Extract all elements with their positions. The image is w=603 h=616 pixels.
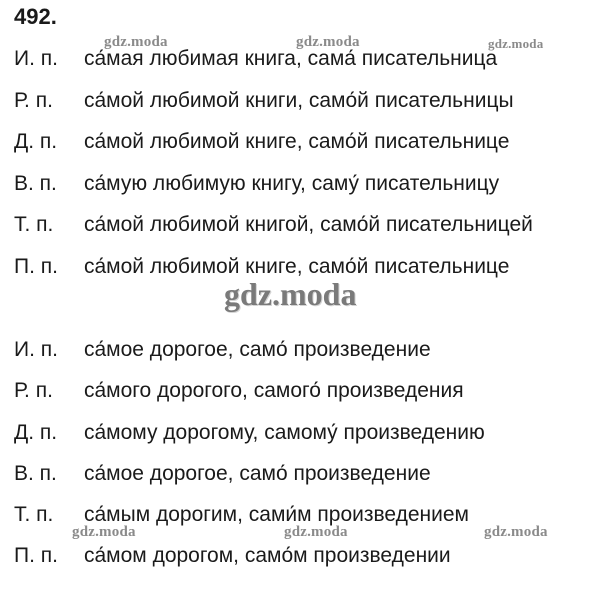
case-label: В. п.	[14, 172, 57, 195]
declension-row	[14, 129, 509, 155]
declension-row	[14, 46, 497, 72]
declension-text: са́мому дорогому, самому́ произведению	[84, 421, 485, 444]
case-label: В. п.	[14, 462, 57, 485]
declension-text: са́мым дорогим, сами́м произведением	[84, 503, 469, 526]
declension-text: са́мую любимую книгу, саму́ писательницу	[84, 172, 500, 195]
declension-text: са́мой любимой книги, само́й писательницы	[84, 89, 514, 112]
case-label: Р. п.	[14, 89, 53, 112]
case-label: П. п.	[14, 544, 58, 567]
declension-row	[14, 171, 499, 197]
declension-row	[14, 461, 431, 487]
case-label: Д. п.	[14, 130, 58, 153]
watermark: gdz.moda	[296, 34, 360, 50]
declension-row	[14, 378, 464, 404]
watermark: gdz.moda	[484, 524, 548, 540]
case-label: Т. п.	[14, 503, 54, 526]
case-label: П. п.	[14, 255, 58, 278]
declension-row	[14, 420, 485, 446]
declension-text: са́мое дорогое, само́ произведение	[84, 338, 431, 361]
watermark: gdz.moda	[488, 36, 544, 51]
declension-row	[14, 543, 451, 569]
watermark: gdz.moda	[72, 524, 136, 540]
watermark-large: gdz.moda	[224, 276, 357, 312]
case-label: Р. п.	[14, 379, 53, 402]
exercise-number: 492.	[14, 4, 57, 29]
case-label: И. п.	[14, 47, 58, 70]
declension-text: са́мой любимой книгой, само́й писательницей	[84, 213, 533, 236]
case-label: И. п.	[14, 338, 58, 361]
watermark: gdz.moda	[104, 34, 168, 50]
declension-text: са́мой любимой книге, само́й писательнице	[84, 255, 510, 278]
declension-text: са́мая любимая книга, сама́ писательница	[84, 47, 498, 70]
declension-text: са́мого дорогого, самого́ произведения	[84, 379, 464, 402]
declension-text: са́мом дорогом, само́м произведении	[84, 544, 451, 567]
declension-row	[14, 337, 431, 363]
watermark: gdz.moda	[284, 524, 348, 540]
declension-text: са́мое дорогое, само́ произведение	[84, 462, 431, 485]
declension-row	[14, 254, 509, 280]
case-label: Т. п.	[14, 213, 54, 236]
declension-row	[14, 502, 469, 528]
declension-text: са́мой любимой книге, само́й писательнице	[84, 130, 510, 153]
declension-row	[14, 88, 514, 114]
case-label: Д. п.	[14, 421, 58, 444]
declension-row	[14, 212, 533, 238]
